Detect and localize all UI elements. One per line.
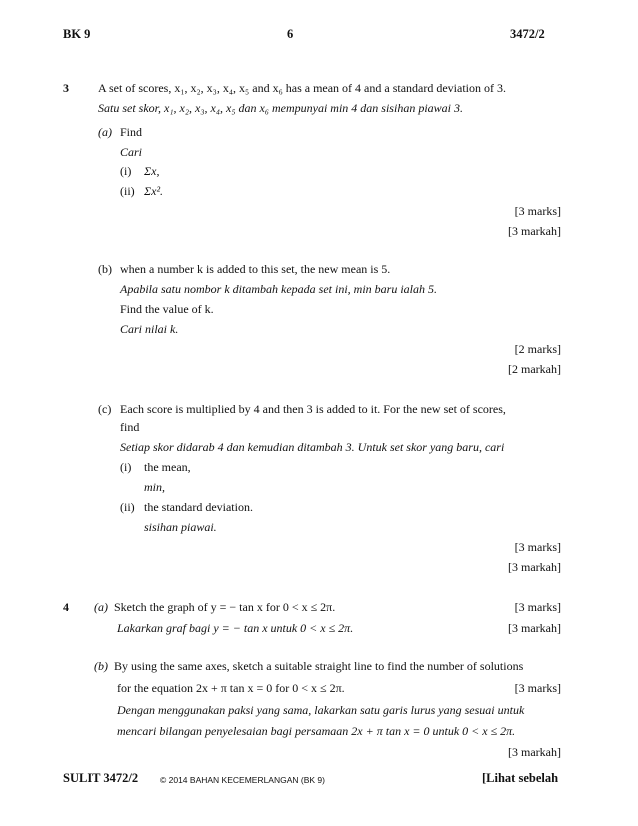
- q3c-line1-en: Each score is multiplied by 4 and then 3 is added to it. For the new set of scores,: [120, 402, 506, 416]
- q4b-line2-en: for the equation 2x + π tan x = 0 for 0 < x ≤ 2π.: [117, 681, 345, 695]
- footer-copyright: © 2014 BAHAN KECEMERLANGAN (BK 9): [160, 775, 325, 785]
- header-left: BK 9: [63, 27, 91, 41]
- q3b-line1-en: when a number k is added to this set, the new mean is 5.: [120, 262, 391, 276]
- q3a-find-en: Find: [120, 125, 143, 139]
- q4b-line2-ms: mencari bilangan penyelesaian bagi persamaan 2x + π tan x = 0 untuk 0 < x ≤ 2π.: [117, 724, 516, 738]
- q3a-ii-label: (ii): [120, 184, 135, 198]
- q3c-ii-en: the standard deviation.: [144, 500, 253, 514]
- footer-right: [Lihat sebelah: [482, 771, 559, 785]
- q3a-i-text: Σx,: [144, 164, 160, 178]
- q4a-marks-ms: [3 markah]: [508, 621, 561, 635]
- q3c-line1b-en: find: [120, 420, 140, 434]
- q3c-ii-ms: sisihan piawai.: [144, 520, 217, 534]
- header-right: 3472/2: [510, 27, 545, 41]
- q3b-marks-ms: [2 markah]: [508, 362, 561, 376]
- q3a-i-label: (i): [120, 164, 132, 178]
- q3c-i-label: (i): [120, 460, 132, 474]
- q4b-line1-ms: Dengan menggunakan paksi yang sama, lakarkan satu garis lurus yang sesuai untuk: [117, 703, 525, 717]
- q4b-marks-ms: [3 markah]: [508, 745, 561, 759]
- q4a-text-ms: Lakarkan graf bagi y = − tan x untuk 0 < x ≤ 2π.: [117, 621, 354, 635]
- q3c-label: (c): [98, 402, 112, 416]
- q3c-i-ms: min,: [144, 480, 165, 494]
- q4b-marks-en: [3 marks]: [514, 681, 561, 695]
- q4-number: 4: [63, 600, 69, 614]
- q3c-ii-label: (ii): [120, 500, 135, 514]
- q3-number: 3: [63, 81, 69, 95]
- q3b-marks-en: [2 marks]: [514, 342, 561, 356]
- q3a-marks-en: [3 marks]: [514, 204, 561, 218]
- q3a-label: (a): [98, 125, 112, 139]
- q4a-marks-en: [3 marks]: [514, 600, 561, 614]
- q4b-label: (b): [94, 659, 108, 673]
- q3b-label: (b): [98, 262, 112, 276]
- q3a-ii-text: Σx².: [144, 184, 164, 198]
- q3b-line1-ms: Apabila satu nombor k ditambah kepada set ini, min baru ialah 5.: [120, 282, 437, 296]
- footer-left: SULIT 3472/2: [63, 771, 139, 785]
- q4a-text-en: Sketch the graph of y = − tan x for 0 < x ≤ 2π.: [114, 600, 336, 614]
- q3c-marks-ms: [3 markah]: [508, 560, 561, 574]
- q3c-marks-en: [3 marks]: [514, 540, 561, 554]
- q3b-line2-ms: Cari nilai k.: [120, 322, 179, 336]
- q3c-line1-ms: Setiap skor didarab 4 dan kemudian ditambah 3. Untuk set skor yang baru, cari: [120, 440, 505, 454]
- q3-stem-en: A set of scores, x₁, x₂, x₃, x₄, x₅ and x₆ has a mean of 4 and a standard deviation of 3.: [98, 81, 507, 95]
- q3a-marks-ms: [3 markah]: [508, 224, 561, 238]
- page-number: 6: [287, 27, 294, 41]
- q4b-line1-en: By using the same axes, sketch a suitable straight line to find the number of solutions: [114, 659, 524, 673]
- q3b-line2-en: Find the value of k.: [120, 302, 214, 316]
- q3-stem-ms: Satu set skor, x₁, x₂, x₃, x₄, x₅ dan x₆ mempunyai min 4 dan sisihan piawai 3.: [98, 101, 463, 115]
- q3c-i-en: the mean,: [144, 460, 191, 474]
- q3a-find-ms: Cari: [120, 145, 143, 159]
- q4a-label: (a): [94, 600, 108, 614]
